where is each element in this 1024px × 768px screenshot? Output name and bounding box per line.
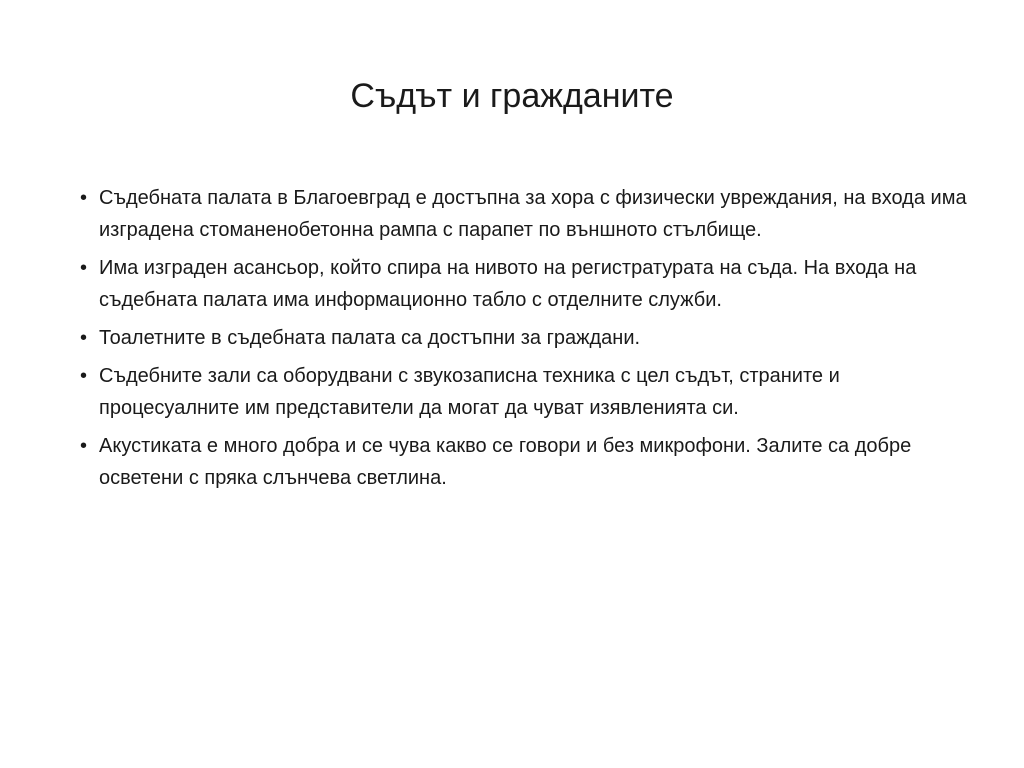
bullet-dot-icon: • — [80, 257, 88, 279]
bullet-dot-icon: • — [80, 187, 88, 209]
bullet-item-1 — [82, 182, 982, 246]
bullet-item-4 — [82, 360, 982, 424]
bullet-list — [82, 182, 982, 500]
bullet-text: Съдебната палата в Благоевград е достъпна за хора с физически увреждания, на входа има изградена стоманенобетонна рампа с парапет по външното стълбище. — [99, 187, 967, 241]
bullet-item-3 — [82, 322, 982, 354]
bullet-dot-icon: • — [80, 365, 88, 387]
bullet-dot-icon: • — [80, 327, 88, 349]
bullet-dot-icon: • — [80, 435, 88, 457]
bullet-text: Има изграден асансьор, който спира на нивото на регистратурата на съда. На входа на съдебната палата има информационно табло с отделните служби. — [99, 257, 917, 311]
bullet-item-5 — [82, 430, 982, 494]
bullet-text: Тоалетните в съдебната палата са достъпни за граждани. — [99, 327, 641, 349]
bullet-text: Съдебните зали са оборудвани с звукозаписна техника с цел съдът, страните и процесуалните им представители да могат да чуват изявленията си. — [99, 365, 840, 419]
slide-title: Съдът и гражданите — [350, 77, 674, 115]
bullet-item-2 — [82, 252, 982, 316]
bullet-text: Акустиката е много добра и се чува какво се говори и без микрофони. Залите са добре осветени с пряка слънчева светлина. — [99, 435, 912, 489]
